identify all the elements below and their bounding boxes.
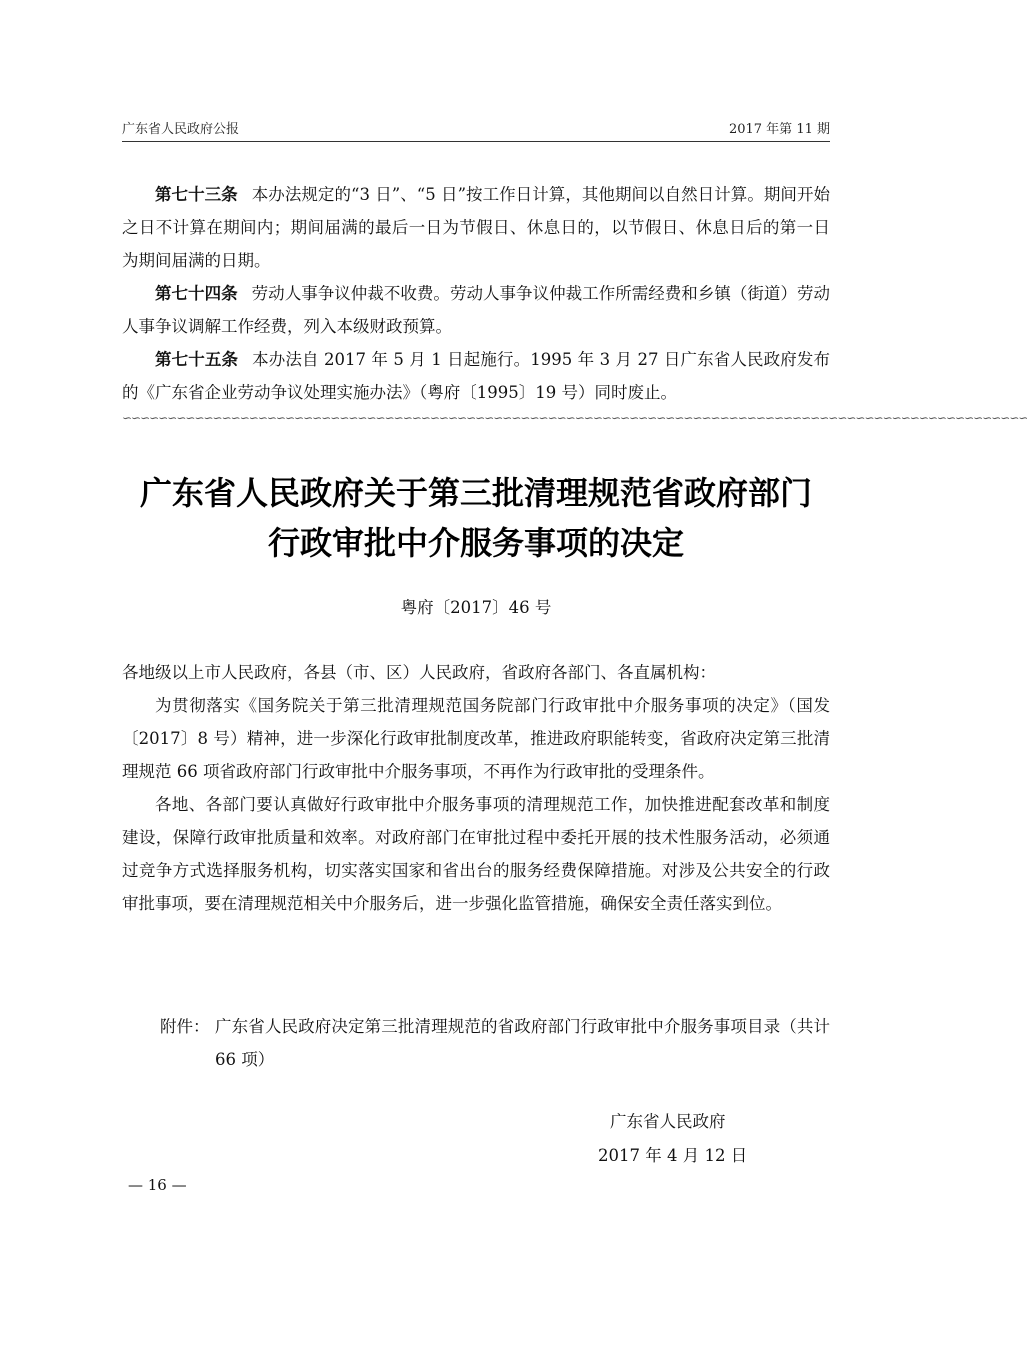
article-title: 第七十四条 — [155, 284, 238, 303]
addressee: 各地级以上市人民政府，各县（市、区）人民政府，省政府各部门、各直属机构： — [122, 663, 716, 682]
signing-date: 2017 年 4 月 12 日 — [598, 1146, 748, 1165]
article-text: 本办法自 2017 年 5 月 1 日起施行。1995 年 3 月 27 日广东省人民政府发布的《广东省企业劳动争议处理实施办法》（粤府〔1995〕19 号）同时废止。 — [122, 350, 830, 402]
article-75 — [122, 343, 830, 409]
signature-block — [598, 1105, 778, 1173]
document-title — [100, 468, 852, 568]
article-73 — [122, 178, 830, 277]
document-title-line2: 行政审批中介服务事项的决定 — [267, 524, 684, 562]
header-rule — [122, 141, 830, 142]
issue-number: 2017 年第 11 期 — [728, 122, 830, 137]
wavy-divider: ∽∽∽∽∽∽∽∽∽∽∽∽∽∽∽∽∽∽∽∽∽∽∽∽∽∽∽∽∽∽∽∽∽∽∽∽∽∽∽∽∽∽∽∽∽∽∽∽∽∽∽∽∽∽∽∽∽∽∽∽∽∽∽∽∽∽∽∽∽∽∽∽∽∽∽∽∽∽∽∽∽∽∽∽∽∽∽∽∽∽∽∽∽∽∽∽∽∽∽∽ — [122, 411, 1027, 425]
document-title-line1: 广东省人民政府关于第三批清理规范省政府部门 — [139, 474, 812, 512]
article-title: 第七十三条 — [155, 185, 238, 204]
body-paragraph: 各地、各部门要认真做好行政审批中介服务事项的清理规范工作，加快推进配套改革和制度建设，保障行政审批质量和效率。对政府部门在审批过程中委托开展的技术性服务活动，必须通过竞争方式选择服务机构，切实落实国家和省出台的服务经费保障措施。对涉及公共安全的行政审批事项，要在清理规范相关中介服务后，进一步强化监管措施，确保安全责任落实到位。 — [122, 795, 830, 913]
article-title: 第七十五条 — [155, 350, 239, 369]
document-number: 粤府〔2017〕46 号 — [400, 598, 552, 617]
article-74 — [122, 277, 830, 343]
publication-name: 广东省人民政府公报 — [122, 122, 240, 137]
body-paragraph: 为贯彻落实《国务院关于第三批清理规范国务院部门行政审批中介服务事项的决定》（国发〔2017〕8 号）精神，进一步深化行政审批制度改革，推进政府职能转变，省政府决定第三批清理规范 66 项省政府部门行政审批中介服务事项，不再作为行政审批的受理条件。 — [122, 696, 830, 781]
signer-org: 广东省人民政府 — [610, 1112, 726, 1131]
attachment-label: 附件： — [160, 1017, 210, 1036]
document-body — [122, 656, 830, 920]
attachment-text: 广东省人民政府决定第三批清理规范的省政府部门行政审批中介服务事项目录（共计 66 项） — [215, 1017, 830, 1069]
article-text: 劳动人事争议仲裁不收费。劳动人事争议仲裁工作所需经费和乡镇（街道）劳动人事争议调解工作经费，列入本级财政预算。 — [122, 284, 831, 336]
article-text: 本办法规定的“3 日”、“5 日”按工作日计算，其他期间以自然日计算。期间开始之日不计算在期间内；期间届满的最后一日为节假日、休息日的，以节假日、休息日后的第一日为期间届满的日期。 — [122, 185, 831, 270]
previous-articles — [122, 178, 830, 409]
page-number: — 16 — — [128, 1176, 187, 1194]
